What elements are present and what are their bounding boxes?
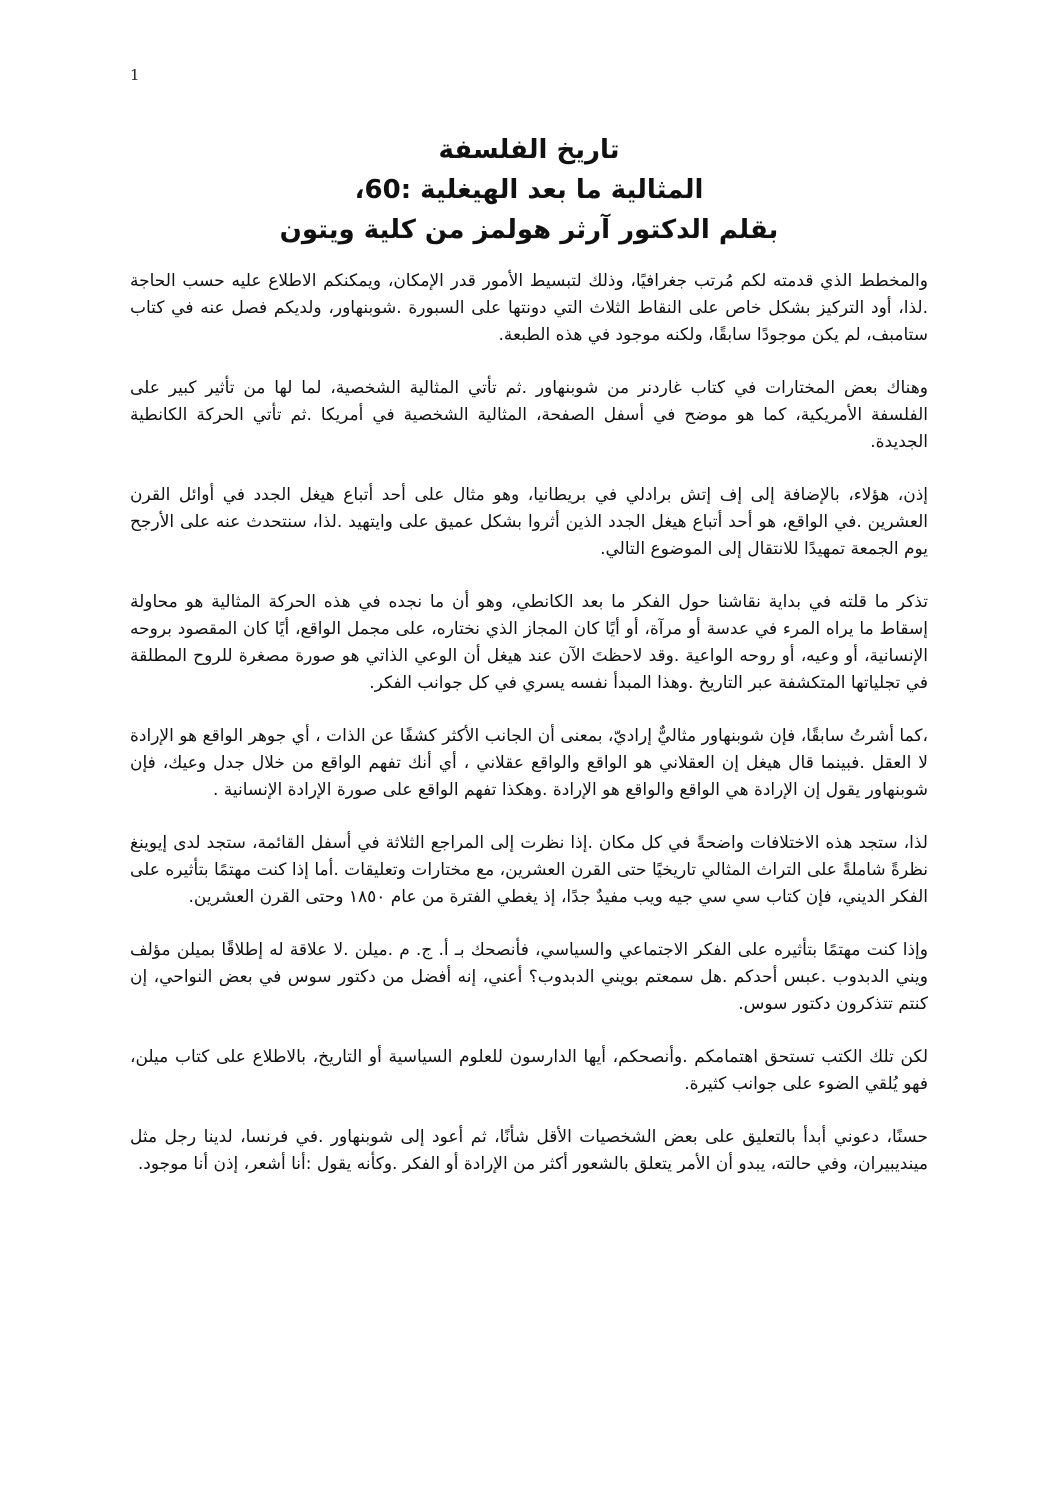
paragraph: والمخطط الذي قدمته لكم مُرتب جغرافيًا، وذلك لتبسيط الأمور قدر الإمكان، ويمكنكم الاطلاع عليه حسب الحاجة .لذا، أود التركيز بشكل خاص على النقاط الثلاث التي دونتها على السبورة .شوبنهاور، ولديكم فصل عنه في كتاب ستامبف، لم يكن موجودًا سابقًا، ولكنه موجود في هذه الطبعة.	[130, 271, 928, 345]
title-line-lecture: المثالية ما بعد الهيغلية :60،	[354, 175, 704, 205]
title-line-course: تاريخ الفلسفة	[438, 135, 620, 165]
paragraph: تذكر ما قلته في بداية نقاشنا حول الفكر ما بعد الكانطي، وهو أن ما نجده في هذه الحركة المثالية هو محاولة إسقاط ما يراه المرء في عدسة أو مرآة، أو أيًا كان المجاز الذي نختاره، على مجمل الواقع، أيًا كان المقصود بروحه الإنسانية، أو وعيه، أو روحه الواعية .وقد لاحظتَ الآن عند هيغل أن الوعي الذاتي هو صورة مصغرة للروح المطلقة في تجلياتها المتكشفة عبر التاريخ .وهذا المبدأ نفسه يسري في كل جوانب الفكر.	[130, 592, 928, 693]
paragraph: وإذا كنت مهتمًا بتأثيره على الفكر الاجتماعي والسياسي، فأنصحك بـ أ. ج. م .ميلن .لا علاقة له إطلاقًا بميلن مؤلف ويني الدبدوب .عبس أحدكم .هل سمعتم بويني الدبدوب؟ أعني، إنه أفضل من دكتور سوس في بعض النواحي، إن كنتم تتذكرون دكتور سوس.	[130, 940, 928, 1014]
paragraph: ،كما أشرتُ سابقًا، فإن شوبنهاور مثاليٌّ إراديّ، بمعنى أن الجانب الأكثر كشفًا عن الذات ، أي جوهر الواقع هو الإرادة لا العقل .فبينما قال هيغل إن العقلاني هو الواقع والواقع عقلاني ، أي أنك تفهم الواقع من خلال جدل وعيك، فإن شوبنهاور يقول إن الإرادة هي الواقع والواقع هو الإرادة .وهكذا تفهم الواقع على صورة الإرادة الإنسانية .	[130, 726, 928, 800]
paragraph: حسنًا، دعوني أبدأ بالتعليق على بعض الشخصيات الأقل شأنًا، ثم أعود إلى شوبنهاور .في فرنسا، لدينا رجل مثل مينديبيران، وفي حالته، يبدو أن الأمر يتعلق بالشعور أكثر من الإرادة أو الفكر .وكأنه يقول :أنا أشعر، إذن أنا موجود.	[130, 1127, 928, 1174]
paragraph: إذن، هؤلاء، بالإضافة إلى إف إتش برادلي في بريطانيا، وهو مثال على أحد أتباع هيغل الجدد في أوائل القرن العشرين .في الواقع، هو أحد أتباع هيغل الجدد الذين أثروا بشكل عميق على وايتهيد .لذا، سنتحدث عنه على الأرجح يوم الجمعة تمهيدًا للانتقال إلى الموضوع التالي.	[130, 485, 928, 559]
page-number: 1	[130, 66, 140, 84]
paragraph: لذا، ستجد هذه الاختلافات واضحةً في كل مكان .إذا نظرت إلى المراجع الثلاثة في أسفل القائمة، ستجد لدى إيوينغ نظرةً شاملةً على التراث المثالي تاريخيًا حتى القرن العشرين، مع مختارات وتعليقات .أما إذا كنت مهتمًا بتأثيره على الفكر الديني، فإن كتاب سي سي جيه ويب مفيدٌ جدًا، إذ يغطي الفترة من عام ١٨٥٠ وحتى القرن العشرين.	[130, 833, 928, 907]
title-line-author: بقلم الدكتور آرثر هولمز من كلية ويتون	[279, 215, 779, 245]
paragraph: وهناك بعض المختارات في كتاب غاردنر من شوبنهاور .ثم تأتي المثالية الشخصية، لما لها من تأثير كبير على الفلسفة الأمريكية، كما هو موضح في أسفل الصفحة، المثالية الشخصية في أمريكا .ثم تأتي الحركة الكانطية الجديدة.	[130, 378, 928, 452]
document-body	[130, 268, 928, 1204]
document-title	[130, 130, 928, 250]
paragraph: لكن تلك الكتب تستحق اهتمامكم .وأنصحكم، أيها الدارسون للعلوم السياسية أو التاريخ، بالاطلاع على كتاب ميلن، فهو يُلقي الضوء على جوانب كثيرة.	[130, 1047, 928, 1094]
